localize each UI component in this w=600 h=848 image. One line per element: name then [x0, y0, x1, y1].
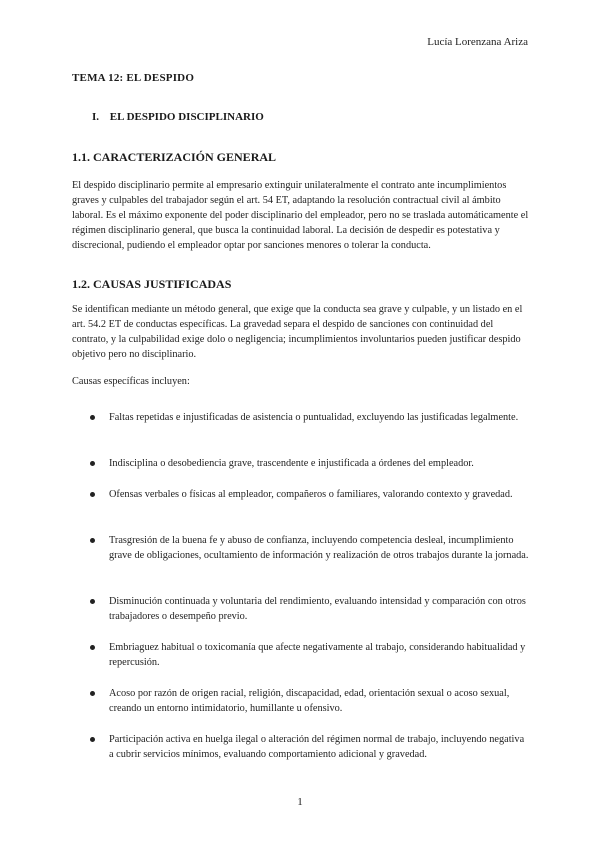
section-number: I. [92, 111, 100, 123]
list-item [72, 640, 530, 686]
bullet-icon [90, 691, 95, 696]
list-item-text: Indisciplina o desobediencia grave, trascendente e injustificada a órdenes del empleador. [109, 458, 474, 469]
list-item [72, 456, 530, 487]
list-item-text: Disminución continuada y voluntaria del rendimiento, evaluando intensidad y comparación con otros trabajadores o desempeño previo. [109, 596, 526, 622]
bullet-icon [90, 737, 95, 742]
list-item-text: Acoso por razón de origen racial, religión, discapacidad, edad, orientación sexual o acoso sexual, creando un entorno intimidatorio, humillante u ofensivo. [109, 688, 510, 714]
section-heading [92, 111, 264, 123]
causes-list [72, 410, 530, 778]
list-item [72, 732, 530, 778]
topic-title: TEMA 12: EL DESPIDO [72, 72, 195, 84]
list-item [72, 410, 530, 456]
paragraph-caracterizacion: El despido disciplinario permite al empresario extinguir unilateralmente el contrato ante incumplimientos graves y culpables del trabajador según el art. 54 ET, adaptando la resolución contractual civil al ámbito laboral. Es el máximo exponente del poder disciplinario del empleador, pero no se traslada automáticamente el régimen disciplinario general, que busca la continuidad laboral. La decisión de despedir es potestativa y discrecional, pudiendo el empleador optar por sanciones menores o tolerar la conducta. [72, 180, 529, 251]
paragraph-causas: Se identifican mediante un método general, que exige que la conducta sea grave y culpable, y un listado en el art. 54.2 ET de conductas específicas. La gravedad separa el despido de sanciones con continuidad del contrato, y la culpabilidad exige dolo o negligencia; incumplimientos involuntarios pueden justificar despido objetivo pero no disciplinario. [72, 304, 523, 360]
subsection-title-causas: 1.2. CAUSAS JUSTIFICADAS [72, 277, 232, 291]
page-number: 1 [297, 796, 303, 808]
list-item [72, 487, 530, 533]
list-item-text: Embriaguez habitual o toxicomanía que afecte negativamente al trabajo, considerando habitualidad y repercusión. [109, 642, 526, 668]
section-title: EL DESPIDO DISCIPLINARIO [109, 111, 264, 123]
bullet-icon [90, 415, 95, 420]
causes-intro: Causas específicas incluyen: [72, 376, 190, 387]
list-item-text: Faltas repetidas e injustificadas de asistencia o puntualidad, excluyendo las justificadas legalmente. [109, 412, 519, 423]
bullet-icon [90, 599, 95, 604]
bullet-icon [90, 461, 95, 466]
author-name: Lucía Lorenzana Ariza [427, 36, 528, 48]
bullet-icon [90, 645, 95, 650]
list-item [72, 594, 530, 640]
list-item [72, 686, 530, 732]
list-item-text: Trasgresión de la buena fe y abuso de confianza, incluyendo competencia desleal, incumplimiento grave de obligaciones, ocultamiento de información y realización de otros trabajos durante la jornada. [109, 535, 529, 561]
list-item [72, 533, 530, 594]
list-item-text: Ofensas verbales o físicas al empleador, compañeros o familiares, valorando contexto y gravedad. [109, 489, 513, 500]
bullet-icon [90, 492, 95, 497]
bullet-icon [90, 538, 95, 543]
list-item-text: Participación activa en huelga ilegal o alteración del régimen normal de trabajo, incluyendo negativa a cubrir servicios mínimos, evaluando comportamiento adicional y gravedad. [109, 734, 525, 760]
subsection-title-caracterizacion: 1.1. CARACTERIZACIÓN GENERAL [72, 150, 277, 164]
